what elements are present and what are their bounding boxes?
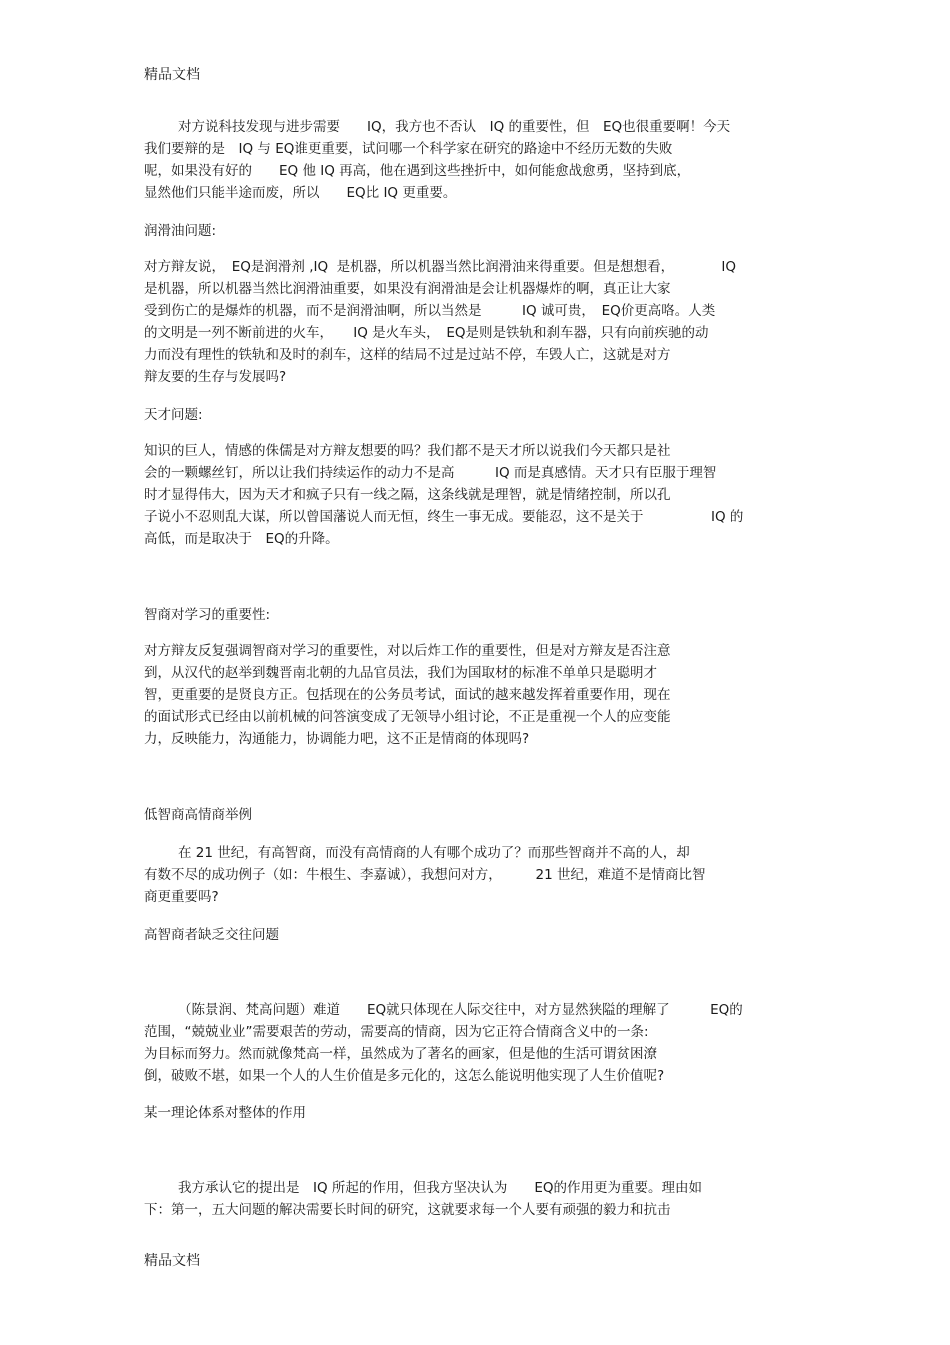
section-heading: 润滑油问题:: [144, 223, 217, 239]
text-line: 智，更重要的是贤良方正。包括现在的公务员考试，面试的越来越发挥着重要作用，现在: [144, 687, 671, 703]
text-line: 显然他们只能半途而废，所以 EQ比 IQ 更重要。: [144, 185, 457, 201]
heading-social: [144, 924, 824, 946]
heading-genius: [144, 404, 824, 426]
text-line: 的面试形式已经由以前机械的问答演变成了无领导小组讨论，不正是重视一个人的应变能: [144, 709, 671, 725]
text-line: 在 21 世纪，有高智商，而没有高情商的人有哪个成功了？而那些智商并不高的人，却: [178, 845, 690, 861]
paragraph-4: [144, 640, 824, 750]
header-text: 精品文档: [144, 67, 200, 83]
text-line: 力，反映能力，沟通能力，协调能力吧，这不正是情商的体现吗?: [144, 731, 530, 747]
page-footer: [144, 1250, 824, 1272]
text-line: 下：第一，五大问题的解决需要长时间的研究，这就要求每一个人要有顽强的毅力和抗击: [144, 1202, 671, 1218]
text-line: 呢，如果没有好的 EQ 他 IQ 再高，他在遇到这些挫折中，如何能愈战愈勇，坚持到底，: [144, 163, 691, 179]
text-line: 倒，破败不堪，如果一个人的人生价值是多元化的，这怎么能说明他实现了人生价值呢?: [144, 1068, 665, 1084]
footer-text: 精品文档: [144, 1253, 200, 1269]
text-line: 有数不尽的成功例子（如：牛根生、李嘉诚），我想问对方， 21 世纪，难道不是情商比智: [144, 867, 706, 883]
heading-lubricant: [144, 220, 824, 242]
text-line: 为目标而努力。然而就像梵高一样，虽然成为了著名的画家，但是他的生活可谓贫困潦: [144, 1046, 657, 1062]
page-header: [144, 64, 824, 86]
section-heading: 高智商者缺乏交往问题: [144, 927, 279, 943]
section-heading: 低智商高情商举例: [144, 807, 252, 823]
text-line: 力而没有理性的铁轨和及时的刹车，这样的结局不过是过站不停，车毁人亡，这就是对方: [144, 347, 671, 363]
text-line: （陈景润、梵高问题）难道 EQ就只体现在人际交往中，对方显然狭隘的理解了 EQ的: [178, 1002, 743, 1018]
heading-theory: [144, 1102, 824, 1124]
text-line: 受到伤亡的是爆炸的机器，而不是润滑油啊，所以当然是 IQ 诚可贵， EQ价更高咯。人类: [144, 303, 716, 319]
paragraph-7: [144, 1177, 824, 1221]
text-line: 会的一颗螺丝钉，所以让我们持续运作的动力不是高 IQ 而是真感情。天才只有臣服于理智: [144, 465, 717, 481]
text-line: 我方承认它的提出是 IQ 所起的作用，但我方坚决认为 EQ的作用更为重要。理由如: [178, 1180, 703, 1196]
text-line: 时才显得伟大，因为天才和疯子只有一线之隔，这条线就是理智，就是情绪控制，所以孔: [144, 487, 671, 503]
paragraph-1: [144, 116, 824, 204]
text-line: 对方辩友说， EQ是润滑剂 ,IQ 是机器，所以机器当然比润滑油来得重要。但是想想看， IQ: [144, 259, 737, 275]
section-heading: 智商对学习的重要性:: [144, 607, 271, 623]
section-heading: 天才问题:: [144, 407, 203, 423]
paragraph-2: [144, 256, 824, 388]
paragraph-3: [144, 440, 824, 550]
text-line: 范围，“兢兢业业”需要艰苦的劳动，需要高的情商，因为它正符合情商含义中的一条:: [144, 1024, 649, 1040]
text-line: 是机器，所以机器当然比润滑油重要，如果没有润滑油是会让机器爆炸的啊，真正让大家: [144, 281, 671, 297]
text-line: 高低，而是取决于 EQ的升降。: [144, 531, 339, 547]
text-line: 对方辩友反复强调智商对学习的重要性，对以后炸工作的重要性，但是对方辩友是否注意: [144, 643, 671, 659]
text-line: 知识的巨人，情感的侏儒是对方辩友想要的吗？我们都不是天才所以说我们今天都只是社: [144, 443, 671, 459]
paragraph-6: [144, 999, 824, 1087]
text-line: 我们要辩的是 IQ 与 EQ谁更重要，试问哪一个科学家在研究的路途中不经历无数的失败: [144, 141, 673, 157]
section-heading: 某一理论体系对整体的作用: [144, 1105, 306, 1121]
text-line: 辩友要的生存与发展吗?: [144, 369, 287, 385]
paragraph-5: [144, 842, 824, 908]
text-line: 的文明是一列不断前进的火车， IQ 是火车头， EQ是则是铁轨和刹车器，只有向前疾驰的动: [144, 325, 709, 341]
text-line: 对方说科技发现与进步需要 IQ，我方也不否认 IQ 的重要性，但 EQ也很重要啊！今天: [178, 119, 731, 135]
text-line: 到，从汉代的赵举到魏晋南北朝的九品官员法，我们为国取材的标准不单单只是聪明才: [144, 665, 657, 681]
heading-iq-learning: [144, 604, 824, 626]
text-line: 商更重要吗?: [144, 889, 219, 905]
heading-low-iq-example: [144, 804, 824, 826]
text-line: 子说小不忍则乱大谋，所以曾国藩说人而无恒，终生一事无成。要能忍，这不是关于 IQ 的: [144, 509, 744, 525]
